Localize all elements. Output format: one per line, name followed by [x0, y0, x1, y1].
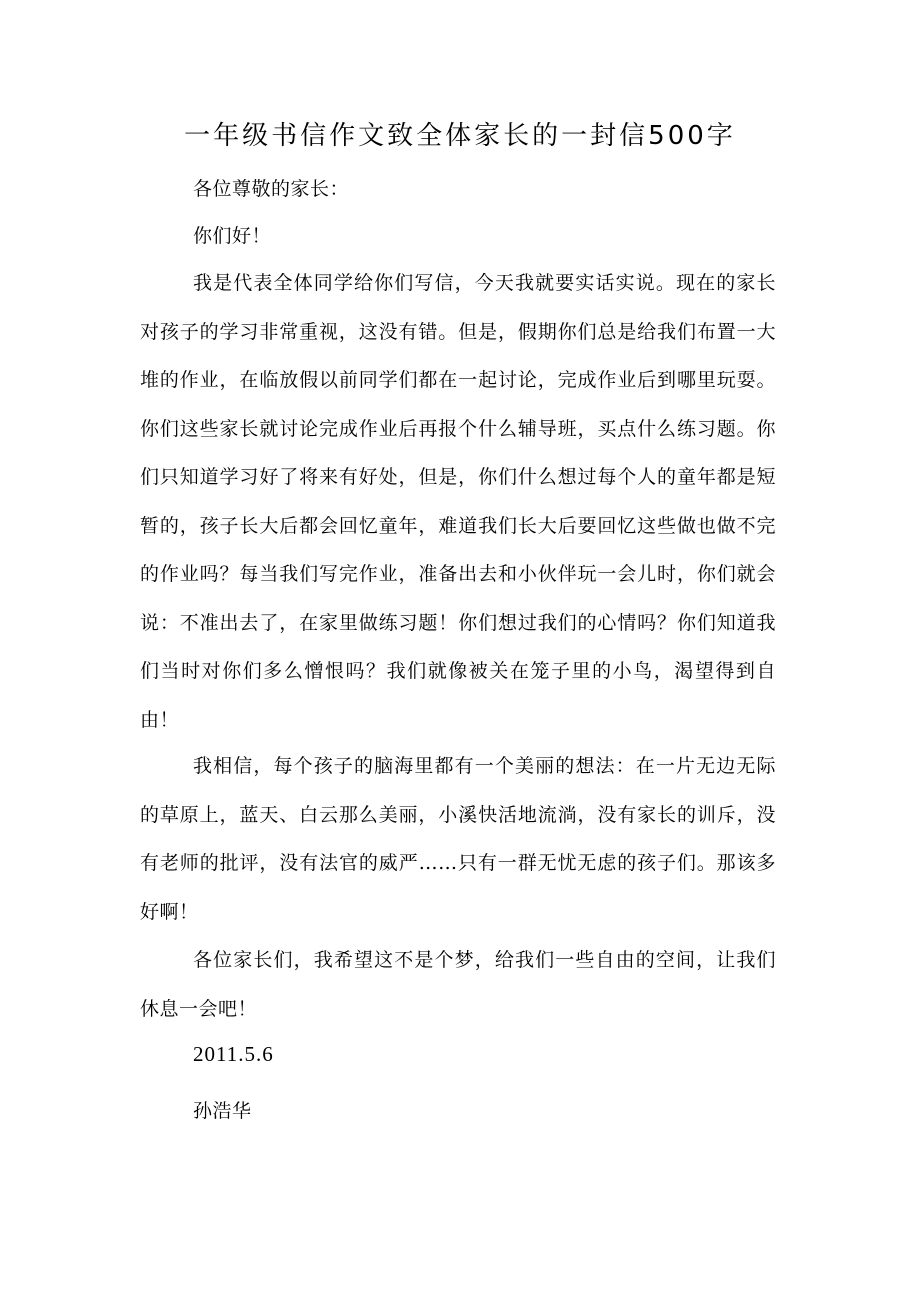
- body-paragraph: 各位家长们，我希望这不是个梦，给我们一些自由的空间，让我们休息一会吧！: [140, 949, 776, 1020]
- body-paragraph: 我相信，每个孩子的脑海里都有一个美丽的想法：在一片无边无际的草原上，蓝天、白云那么美丽，小溪快活地流淌，没有家长的训斥，没有老师的批评，没有法官的威严……只有一群无忧无虑的孩子们。那该多好啊！: [140, 755, 776, 923]
- salutation: 各位尊敬的家长：: [193, 178, 350, 200]
- body-paragraph-3-block: [140, 936, 776, 1033]
- document-title: 一年级书信作文致全体家长的一封信500字: [184, 121, 736, 151]
- body-paragraph-1-block: [140, 259, 776, 744]
- greeting: 你们好！: [193, 225, 272, 247]
- letter-signature: 孙浩华: [193, 1100, 252, 1122]
- body-paragraph: 我是代表全体同学给你们写信，今天我就要实话实说。现在的家长对孩子的学习非常重视，这没有错。但是，假期你们总是给我们布置一大堆的作业，在临放假以前同学们都在一起讨论，完成作业后到哪里玩耍。你们这些家长就讨论完成作业后再报个什么辅导班，买点什么练习题。你们只知道学习好了将来有好处，但是，你们什么想过每个人的童年都是短暂的，孩子长大后都会回忆童年，难道我们长大后要回忆这些做也做不完的作业吗？每当我们写完作业，准备出去和小伙伴玩一会儿时，你们就会说：不准出去了，在家里做练习题！你们想过我们的心情吗？你们知道我们当时对你们多么憎恨吗？我们就像被关在笼子里的小鸟，渴望得到自由！: [140, 272, 776, 731]
- body-paragraph-2-block: [140, 742, 776, 936]
- letter-date: 2011.5.6: [193, 1042, 274, 1066]
